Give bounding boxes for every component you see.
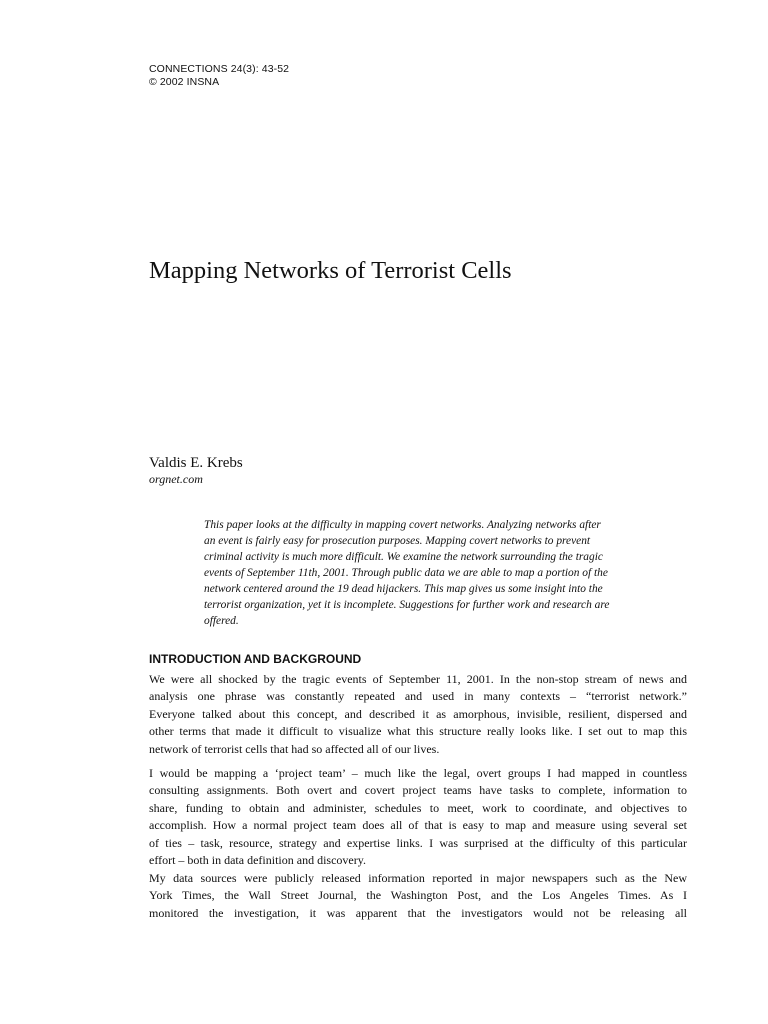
paragraph-line: consulting assignments. Both overt and covert project teams have tasks to complete, information to xyxy=(149,783,687,798)
journal-citation: CONNECTIONS 24(3): 43-52 xyxy=(149,63,290,75)
paragraph-line: analysis one phrase was constantly repeated and used in many contexts – “terrorist network.” xyxy=(149,689,687,704)
paragraph-line: monitored the investigation, it was apparent that the investigators would not be releasing all xyxy=(149,905,687,920)
abstract-line: events of September 11th, 2001. Through public data we are able to map a portion of the xyxy=(204,567,608,579)
paragraph-line: share, funding to obtain and administer, schedules to meet, work to coordinate, and objectives to xyxy=(149,800,687,815)
paragraph-line: effort – both in data definition and discovery. xyxy=(149,853,366,868)
paragraph-line: I would be mapping a ‘project team’ – much like the legal, overt groups I had mapped in countless xyxy=(149,766,687,780)
paragraph-line: My data sources were publicly released information reported in major newspapers such as the New xyxy=(149,871,687,885)
author-name: Valdis E. Krebs xyxy=(149,455,243,471)
abstract-line: network centered around the 19 dead hijackers. This map gives us some insight into the xyxy=(204,583,603,595)
paragraph-line: other terms that made it difficult to visualize what this structure really looks like. I set out to map this xyxy=(149,724,687,739)
section-heading: INTRODUCTION AND BACKGROUND xyxy=(149,652,362,666)
abstract-line: criminal activity is much more difficult. We examine the network surrounding the tragic xyxy=(204,551,603,563)
author-affiliation: orgnet.com xyxy=(149,472,203,486)
paragraph-line: Everyone talked about this concept, and described it as amorphous, invisible, resilient, dispersed and xyxy=(149,706,687,721)
paragraph-line: York Times, the Wall Street Journal, the Washington Post, and the Los Angeles Times. As I xyxy=(149,888,687,903)
paragraph-line: network of terrorist cells that had so affected all of our lives. xyxy=(149,741,440,756)
abstract-line: terrorist organization, yet it is incomplete. Suggestions for further work and research are xyxy=(204,599,610,611)
abstract-line: This paper looks at the difficulty in mapping covert networks. Analyzing networks after xyxy=(204,519,601,531)
abstract-line: offered. xyxy=(204,615,239,627)
journal-copyright: © 2002 INSNA xyxy=(149,76,220,88)
paper-title: Mapping Networks of Terrorist Cells xyxy=(149,257,512,284)
body-paragraph xyxy=(149,765,687,869)
paragraph-line: We were all shocked by the tragic events of September 11, 2001. In the non-stop stream of news and xyxy=(149,672,687,686)
body-paragraph xyxy=(149,870,687,922)
paragraph-line: accomplish. How a normal project team does all of that is easy to map and measure using several set xyxy=(149,818,687,833)
paragraph-line: of ties – task, resource, strategy and expertise links. I was surprised at the difficulty of this particular xyxy=(149,835,687,850)
abstract xyxy=(204,517,634,629)
abstract-line: an event is fairly easy for prosecution purposes. Mapping covert networks to prevent xyxy=(204,535,591,547)
journal-header xyxy=(149,63,289,89)
body-paragraph xyxy=(149,671,687,758)
